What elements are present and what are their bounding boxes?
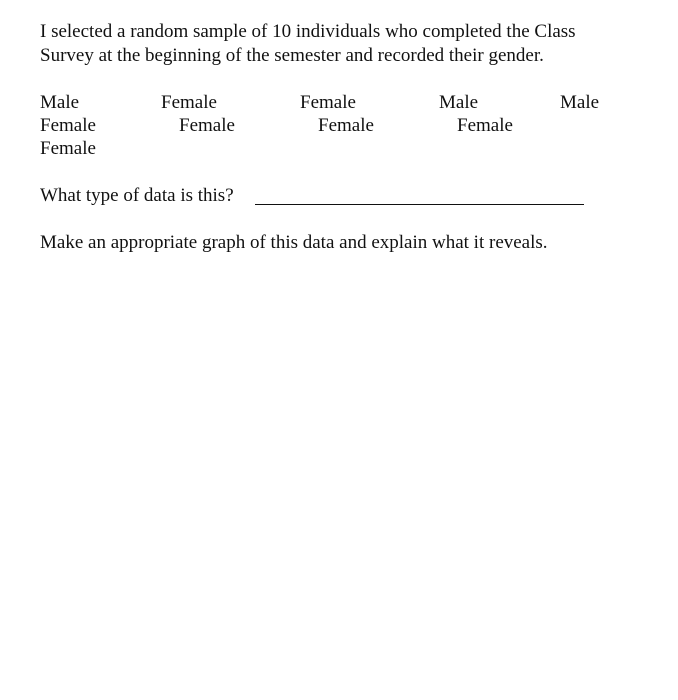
gender-entry: Female [179,115,235,136]
graph-instruction: Make an appropriate graph of this data and explain what it reveals. [40,232,548,253]
gender-entry: Male [40,92,80,113]
answer-blank-line[interactable] [255,204,584,205]
gender-entry: Female [40,138,96,159]
intro-line-1: I selected a random sample of 10 individuals who completed the Class [40,21,576,42]
gender-entry: Male [439,92,479,113]
data-type-question: What type of data is this? [40,185,234,206]
gender-entry: Female [318,115,374,136]
intro-paragraph [40,20,640,68]
gender-entry: Female [457,115,513,136]
gender-entry: Male [560,92,600,113]
gender-entry: Female [161,92,217,113]
gender-entry: Female [40,115,96,136]
intro-line-2: Survey at the beginning of the semester and recorded their gender. [40,45,544,66]
gender-entry: Female [300,92,356,113]
